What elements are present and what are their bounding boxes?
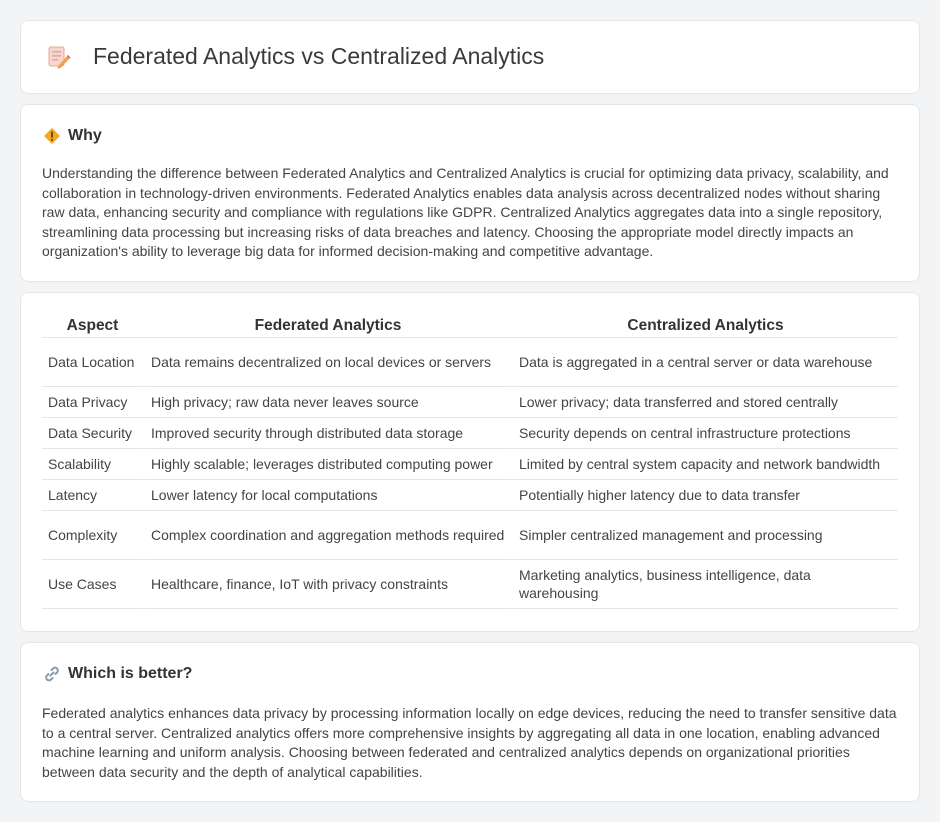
centralized-cell: Simpler centralized management and processing <box>511 511 898 560</box>
centralized-cell: Marketing analytics, business intelligence, data warehousing <box>511 560 898 609</box>
document-pencil-icon <box>47 44 71 70</box>
title-card <box>20 20 920 94</box>
federated-cell: Improved security through distributed data storage <box>143 418 511 449</box>
table-row <box>42 449 898 480</box>
federated-cell: Healthcare, finance, IoT with privacy constraints <box>143 560 511 609</box>
comparison-section <box>20 292 920 632</box>
aspect-cell: Scalability <box>42 449 143 480</box>
aspect-cell: Latency <box>42 480 143 511</box>
table-row <box>42 480 898 511</box>
aspect-cell: Use Cases <box>42 560 143 609</box>
link-icon <box>43 665 61 683</box>
column-header-federated: Federated Analytics <box>143 314 511 338</box>
title-row <box>47 43 544 70</box>
centralized-cell: Data is aggregated in a central server or data warehouse <box>511 338 898 387</box>
aspect-cell: Data Privacy <box>42 387 143 418</box>
federated-cell: Complex coordination and aggregation methods required <box>143 511 511 560</box>
column-header-centralized: Centralized Analytics <box>511 314 898 338</box>
table-row <box>42 560 898 609</box>
aspect-cell: Complexity <box>42 511 143 560</box>
table-row <box>42 418 898 449</box>
why-text: Understanding the difference between Federated Analytics and Centralized Analytics is crucial for optimizing data privacy, scalability, and collaboration in technology-driven environments. Federated Analytics enables data analysis across decentralized nodes without sharing raw data, enhancing security and compliance with regulations like GDPR. Centralized Analytics aggregates data into a single repository, streamlining data processing but increasing risks of data breaches and latency. Choosing the appropriate model directly impacts an organization's ability to leverage big data for informed decision-making and competitive advantage. <box>42 165 889 259</box>
better-text: Federated analytics enhances data privacy by processing information locally on edge devices, reducing the need to transfer sensitive data to a central server. Centralized analytics offers more comprehensive insights by aggregating all data in one location, enabling advanced machine learning and uniform analysis. Choosing between federated and centralized analytics depends on organizational priorities between data security and the depth of analytical capabilities. <box>42 705 897 780</box>
centralized-cell: Lower privacy; data transferred and stored centrally <box>511 387 898 418</box>
federated-cell: Lower latency for local computations <box>143 480 511 511</box>
federated-cell: High privacy; raw data never leaves source <box>143 387 511 418</box>
table-row <box>42 387 898 418</box>
table-header-row <box>42 314 898 338</box>
why-heading: Why <box>68 127 102 144</box>
comparison-table <box>42 314 898 609</box>
table-row <box>42 511 898 560</box>
which-is-better-section <box>20 642 920 802</box>
centralized-cell: Security depends on central infrastructure protections <box>511 418 898 449</box>
aspect-cell: Data Location <box>42 338 143 387</box>
diamond-warning-icon <box>43 127 61 145</box>
why-heading-row <box>43 127 102 145</box>
table-row <box>42 338 898 387</box>
federated-cell: Highly scalable; leverages distributed computing power <box>143 449 511 480</box>
federated-cell: Data remains decentralized on local devices or servers <box>143 338 511 387</box>
centralized-cell: Limited by central system capacity and network bandwidth <box>511 449 898 480</box>
aspect-cell: Data Security <box>42 418 143 449</box>
why-section <box>20 104 920 282</box>
better-heading-row <box>43 665 192 683</box>
better-heading: Which is better? <box>68 665 193 682</box>
centralized-cell: Potentially higher latency due to data transfer <box>511 480 898 511</box>
column-header-aspect: Aspect <box>42 314 143 338</box>
page-title: Federated Analytics vs Centralized Analytics <box>93 43 545 69</box>
